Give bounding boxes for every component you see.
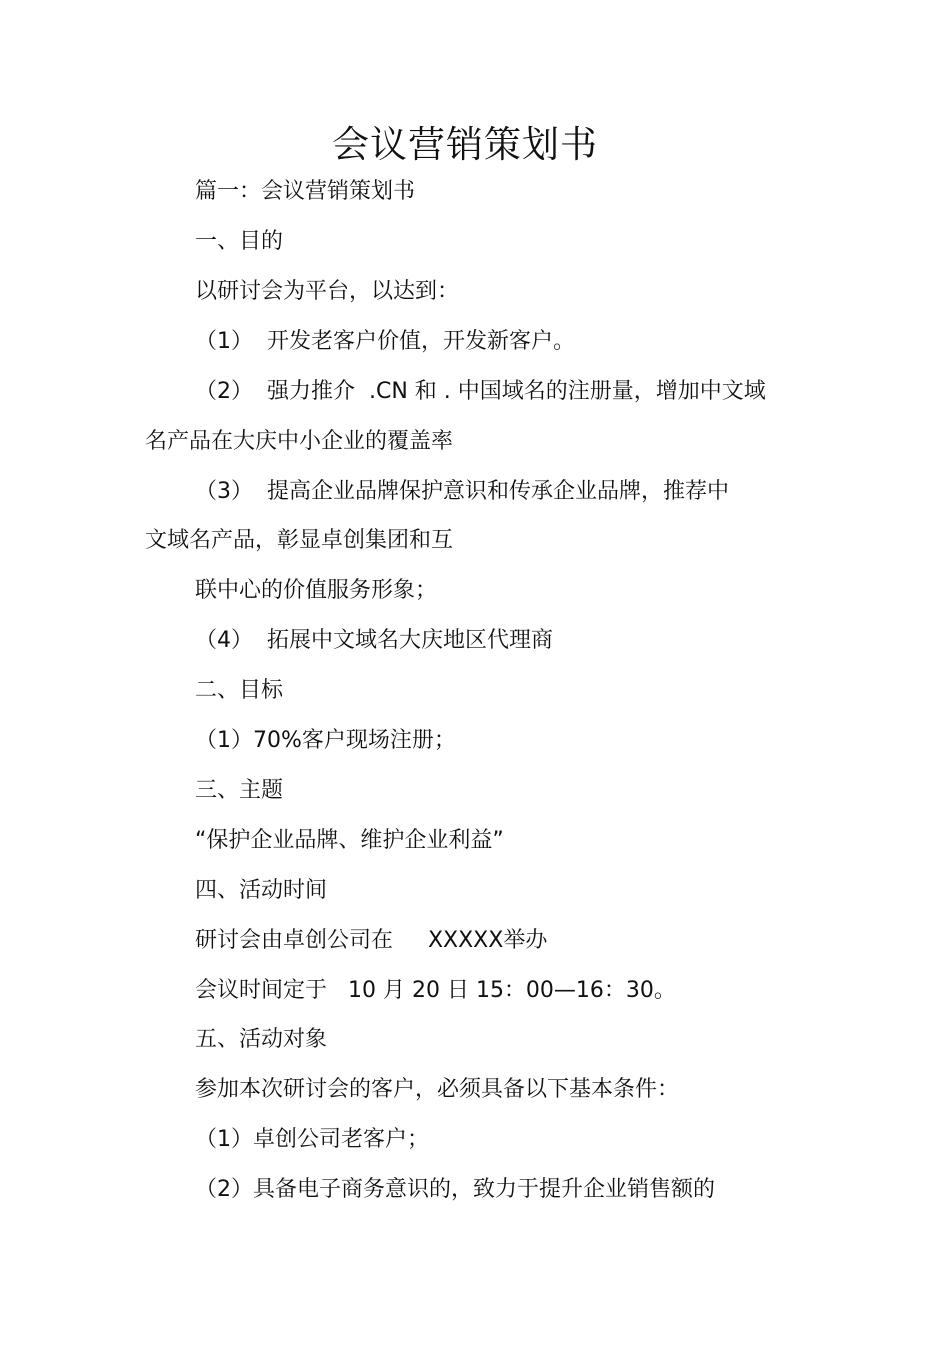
list-item-3: （3） 提高企业品牌保护意识和传承企业品牌，推荐中 <box>195 479 729 504</box>
list-item-4: （4） 拓展中文域名大庆地区代理商 <box>195 628 553 653</box>
heading-goal: 二、目标 <box>195 678 284 703</box>
heading-time: 四、活动时间 <box>195 878 328 903</box>
list-item-1: （1） 开发老客户价值，开发新客户。 <box>195 329 575 354</box>
audience-item-2: （2）具备电子商务意识的，致力于提升企业销售额的 <box>195 1177 715 1202</box>
list-item-3-continued: 文域名产品，彰显卓创集团和互 <box>145 528 454 553</box>
heading-audience: 五、活动对象 <box>195 1027 328 1052</box>
heading-purpose: 一、目的 <box>195 229 284 254</box>
list-item-2-continued: 名产品在大庆中小企业的覆盖率 <box>145 429 454 454</box>
list-item-3-continued-2: 联中心的价值服务形象； <box>195 578 438 603</box>
section-heading-part1: 篇一：会议营销策划书 <box>195 179 416 204</box>
goal-item-1: （1）70%客户现场注册； <box>195 728 456 753</box>
audience-item-1: （1）卓创公司老客户； <box>195 1127 429 1152</box>
heading-theme: 三、主题 <box>195 778 284 803</box>
list-item-2: （2） 强力推介 .CN 和 . 中国域名的注册量，增加中文域 <box>195 379 766 404</box>
paragraph-intro: 以研讨会为平台，以达到： <box>195 279 460 304</box>
theme-text: “保护企业品牌、维护企业利益” <box>195 828 504 853</box>
time-schedule: 会议时间定于 10 月 20 日 15：00—16：30。 <box>195 978 676 1003</box>
audience-intro: 参加本次研讨会的客户，必须具备以下基本条件： <box>195 1077 680 1102</box>
document-title: 会议营销策划书 <box>332 123 598 166</box>
time-venue: 研讨会由卓创公司在 XXXXX举办 <box>195 928 548 953</box>
